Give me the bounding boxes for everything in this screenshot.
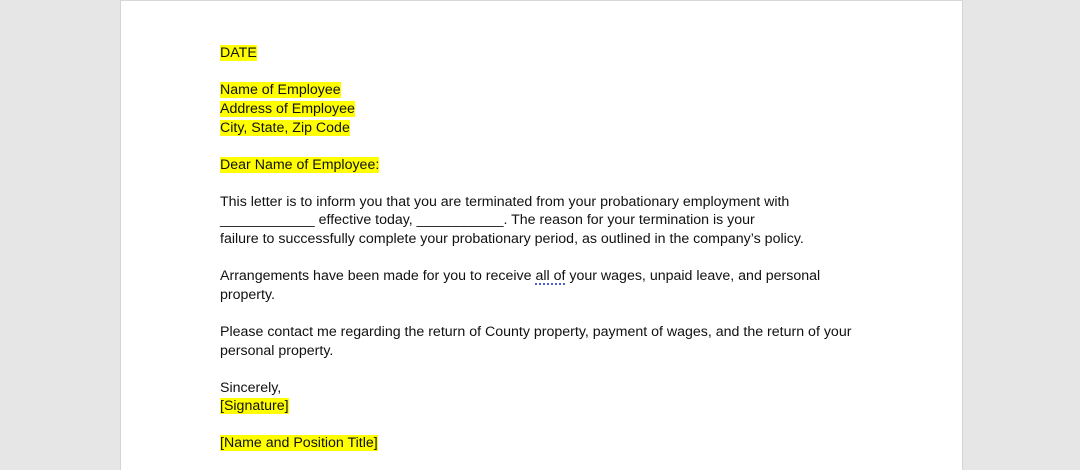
paragraph-1-line-2[interactable]: ____________ effective today, ___________. The reason for your termination is your [220,212,755,228]
name-title-line[interactable] [220,434,378,452]
date-line[interactable] [220,44,257,62]
employee-name-line[interactable] [220,81,341,99]
paragraph-2-text-c: your wages, unpaid leave, and personal [565,268,821,284]
paragraph-1-line-1[interactable]: This letter is to inform you that you are terminated from your probationary employment with [220,194,790,210]
paragraph-2-line-1[interactable] [220,267,820,285]
city-state-zip-placeholder: City, State, Zip Code [220,120,350,136]
paragraph-1-line-3[interactable]: failure to successfully complete your probationary period, as outlined in the company’s policy. [220,231,804,247]
salutation-placeholder: Dear Name of Employee: [220,157,380,173]
closing-line[interactable]: Sincerely, [220,380,282,396]
signature-placeholder: [Signature] [220,398,289,414]
paragraph-3-line-1[interactable]: Please contact me regarding the return of County property, payment of wages, and the return of your [220,324,852,340]
page-top-border [121,0,962,1]
employee-name-placeholder: Name of Employee [220,82,341,98]
paragraph-2-line-2[interactable]: property. [220,287,275,303]
signature-line[interactable] [220,397,289,415]
grammar-suggestion-mark[interactable]: all of [535,268,566,284]
city-state-zip-line[interactable] [220,119,350,137]
name-title-placeholder: [Name and Position Title] [220,435,378,451]
salutation-line[interactable] [220,156,379,174]
paragraph-3-line-2[interactable]: personal property. [220,343,334,359]
document-page[interactable] [120,0,963,470]
date-placeholder: DATE [220,45,257,61]
employee-address-line[interactable] [220,100,355,118]
employee-address-placeholder: Address of Employee [220,101,355,117]
paragraph-2-text-a: Arrangements have been made for you to receive [220,268,536,284]
